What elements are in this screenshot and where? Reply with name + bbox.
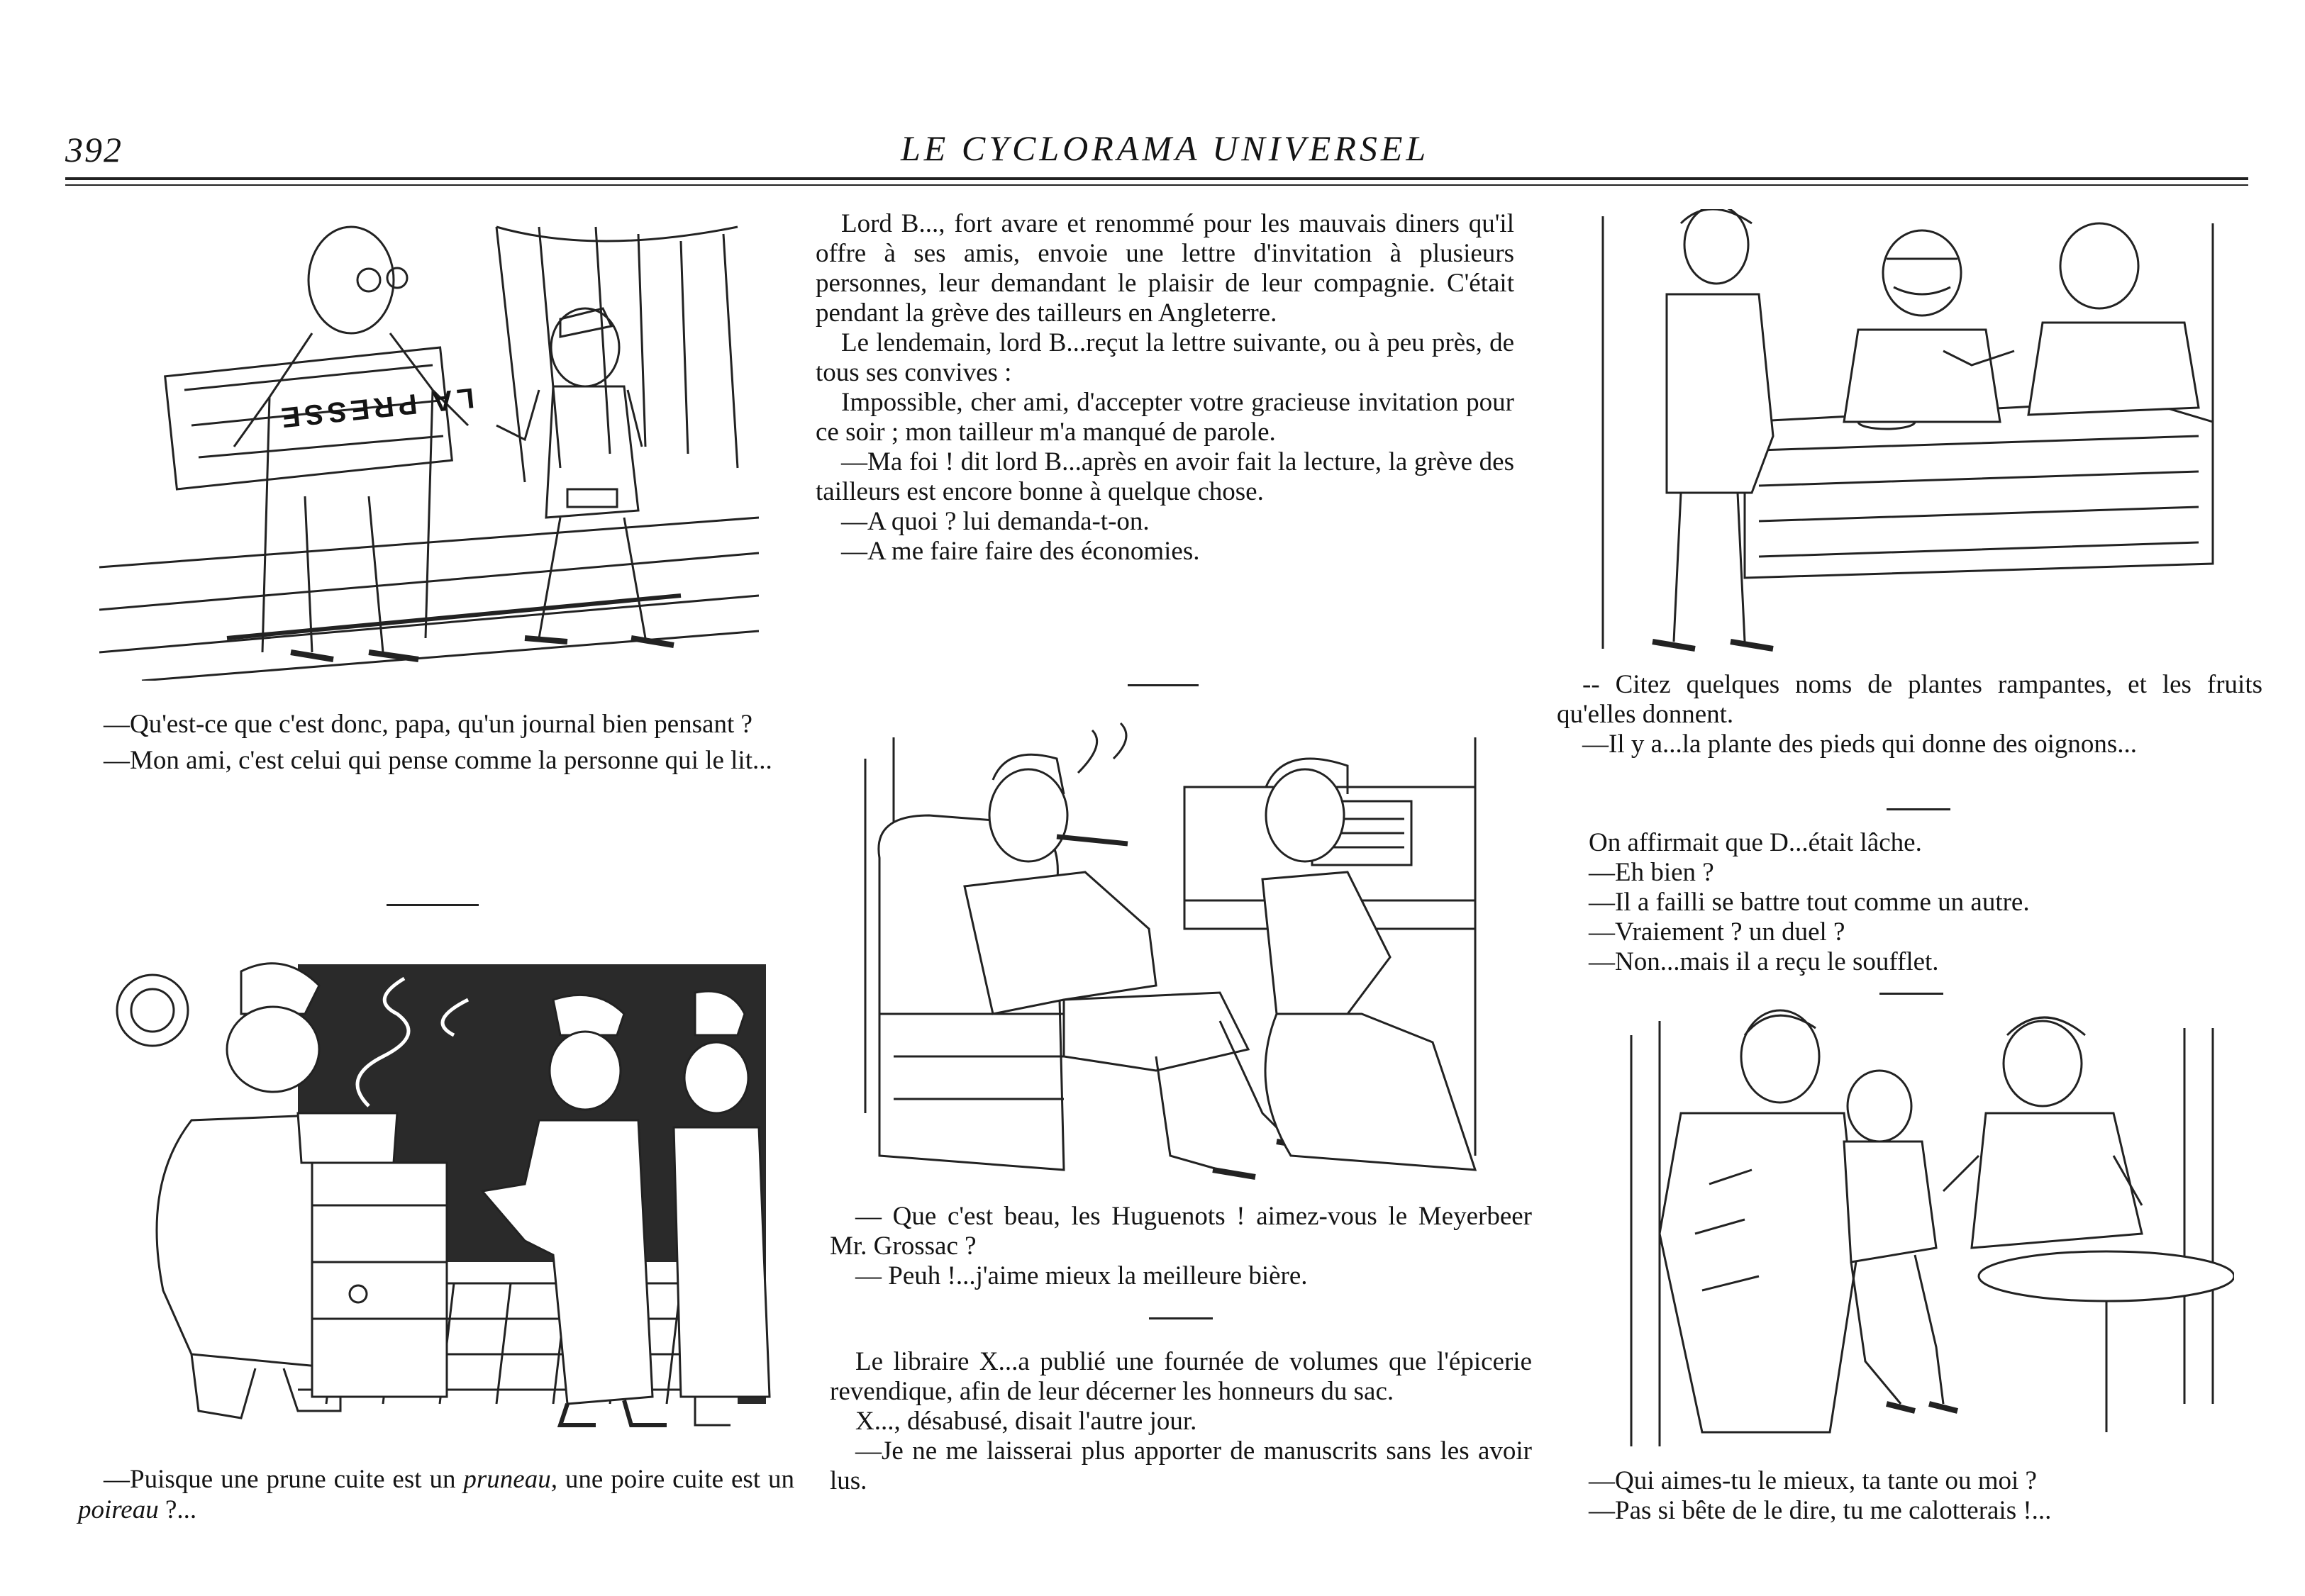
illustration-couple-piano [851, 716, 1489, 1212]
caption-prune [78, 1464, 794, 1531]
caption-text: ?... [158, 1495, 197, 1524]
caption-line: -- Citez quelques noms de plantes rampantes, et les fruits qu'elles donnent. [1557, 670, 2262, 729]
caption-line: — Peuh !...j'aime mieux la meilleure bière. [855, 1261, 1308, 1290]
paragraph: Le lendemain, lord B...reçut la lettre suivante, ou à peu près, de tous ses convives : [816, 328, 1514, 387]
caption-plantes [1557, 670, 2262, 759]
illustration-boy-examiners [1589, 209, 2234, 663]
caption-emphasis: poireau [78, 1495, 159, 1524]
separator [1879, 993, 1943, 995]
paragraph: —Je ne me laisserai plus apporter de manuscrits sans les avoir lus. [830, 1436, 1532, 1495]
caption-line: —Qui aimes-tu le mieux, ta tante ou moi ? [1589, 1466, 2037, 1495]
caption-tante [1589, 1466, 2262, 1526]
illustration-father-newspaper [99, 213, 759, 681]
newspaper-title: LA PRESSE [275, 381, 476, 434]
caption-text: une poire cuite est un [557, 1465, 794, 1494]
paragraph: —Ma foi ! dit lord B...après en avoir fait la lecture, la grève des tailleurs est encore bonne à quelque chose. [816, 447, 1514, 506]
caption-line: —Il y a...la plante des pieds qui donne des oignons... [1582, 730, 2138, 759]
paragraph: —Non...mais il a reçu le soufflet. [1589, 947, 1939, 976]
separator [387, 904, 479, 906]
caption-line: —Qu'est-ce que c'est donc, papa, qu'un journal bien pensant ? [104, 710, 752, 739]
paragraph: X..., désabusé, disait l'autre jour. [855, 1407, 1197, 1436]
paragraph: —Vraiement ? un duel ? [1589, 917, 1845, 947]
caption-text: —Puisque une prune cuite est un [104, 1465, 464, 1494]
paragraph: Le libraire X...a publié une fournée de volumes que l'épicerie revendique, afin de leur décerner les honneurs du sac. [830, 1347, 1532, 1406]
header-rule-thin [65, 184, 2248, 186]
separator [1887, 808, 1950, 810]
header-rule [65, 177, 2248, 180]
caption-line: —Mon ami, c'est celui qui pense comme la personne qui le lit... [104, 746, 772, 775]
paragraph: —Il a failli se battre tout comme un autre. [1589, 888, 2030, 917]
caption-huguenots [830, 1202, 1532, 1291]
caption-line: — Que c'est beau, les Huguenots ! aimez-vous le Meyerbeer Mr. Grossac ? [830, 1202, 1532, 1261]
caption-emphasis: pruneau, [463, 1465, 557, 1494]
paragraph: —A quoi ? lui demanda-t-on. [841, 507, 1150, 536]
separator [1149, 1317, 1213, 1319]
caption-newspaper [78, 709, 794, 781]
paragraph: On affirmait que D...était lâche. [1589, 828, 1922, 857]
separator [1128, 684, 1199, 686]
caption-line: —Pas si bête de le dire, tu me calotterais !... [1589, 1496, 2052, 1525]
story-lord-b [816, 209, 1514, 567]
story-libraire [830, 1347, 1532, 1496]
paragraph: —A me faire faire des économies. [841, 537, 1200, 566]
paragraph: Lord B..., fort avare et renommé pour les mauvais diners qu'il offre à ses amis, envoie une lettre d'invitation à plusieurs personnes, leur demandant le plaisir de leur compagnie. C'était pendant la grève des tailleurs en Angleterre. [816, 209, 1514, 328]
story-duel [1589, 828, 2262, 977]
illustration-chefs-kitchen [71, 957, 773, 1439]
illustration-uncle-aunt-child [1617, 1007, 2234, 1461]
page-number: 392 [65, 130, 123, 169]
running-head-title: LE CYCLORAMA UNIVERSEL [901, 128, 1430, 168]
paragraph: Impossible, cher ami, d'accepter votre gracieuse invitation pour ce soir ; mon tailleur m'a manqué de parole. [816, 388, 1514, 447]
paragraph: —Eh bien ? [1589, 858, 1714, 887]
